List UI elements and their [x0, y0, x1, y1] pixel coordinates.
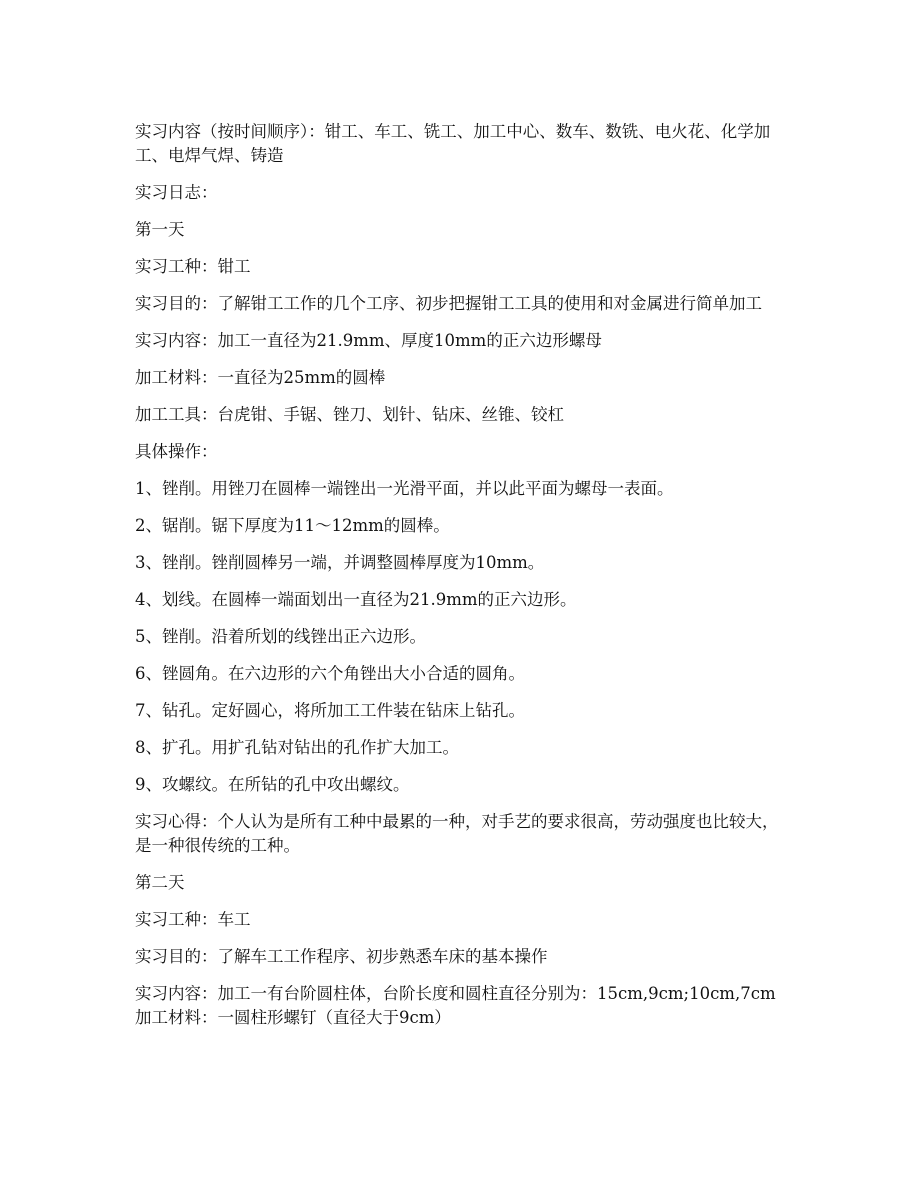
paragraph-operations-heading: 具体操作：: [135, 442, 218, 461]
paragraph-step-3: 3、锉削。锉削圆棒另一端，并调整圆棒厚度为10mm。: [135, 553, 545, 572]
paragraph-purpose-fitter: 实习目的：了解钳工工作的几个工序、初步把握钳工工具的使用和对金属进行简单加工: [135, 294, 762, 313]
paragraph-content-cylinder: 实习内容：加工一有台阶圆柱体，台阶长度和圆柱直径分别为：15cm,9cm;10cm,7cm 加工材料：一圆柱形螺钉（直径大于9cm）: [135, 984, 776, 1027]
paragraph-trade-lathe: 实习工种：车工: [135, 910, 251, 929]
paragraph-material-rod: 加工材料：一直径为25mm的圆棒: [135, 368, 386, 387]
paragraph-step-7: 7、钻孔。定好圆心，将所加工工件装在钻床上钻孔。: [135, 701, 525, 720]
paragraph-day-one: 第一天: [135, 220, 185, 239]
paragraph-step-5: 5、锉削。沿着所划的线锉出正六边形。: [135, 627, 426, 646]
paragraph-step-2: 2、锯削。锯下厚度为11～12mm的圆棒。: [135, 516, 450, 535]
paragraph-step-6: 6、锉圆角。在六边形的六个角锉出大小合适的圆角。: [135, 664, 525, 683]
paragraph-day-two: 第二天: [135, 873, 185, 892]
paragraph-purpose-lathe: 实习目的：了解车工工作程序、初步熟悉车床的基本操作: [135, 947, 548, 966]
paragraph-trade-fitter: 实习工种：钳工: [135, 257, 251, 276]
paragraph-content-nut: 实习内容：加工一直径为21.9mm、厚度10mm的正六边形螺母: [135, 331, 602, 350]
paragraph-reflection: 实习心得：个人认为是所有工种中最累的一种，对手艺的要求很高，劳动强度也比较大，是一种很传统的工种。: [135, 812, 779, 855]
paragraph-step-1: 1、锉削。用锉刀在圆棒一端锉出一光滑平面，并以此平面为螺母一表面。: [135, 479, 674, 498]
paragraph-tools: 加工工具：台虎钳、手锯、锉刀、划针、钻床、丝锥、铰杠: [135, 405, 564, 424]
paragraph-step-9: 9、攻螺纹。在所钻的孔中攻出螺纹。: [135, 775, 410, 794]
paragraph-step-8: 8、扩孔。用扩孔钻对钻出的孔作扩大加工。: [135, 738, 459, 757]
document-body: [135, 120, 787, 1043]
paragraph-step-4: 4、划线。在圆棒一端面划出一直径为21.9mm的正六边形。: [135, 590, 577, 609]
paragraph-practice-content: 实习内容（按时间顺序）：钳工、车工、铣工、加工中心、数车、数铣、电火花、化学加工、电焊气焊、铸造: [135, 122, 771, 165]
paragraph-log-heading: 实习日志：: [135, 183, 218, 202]
